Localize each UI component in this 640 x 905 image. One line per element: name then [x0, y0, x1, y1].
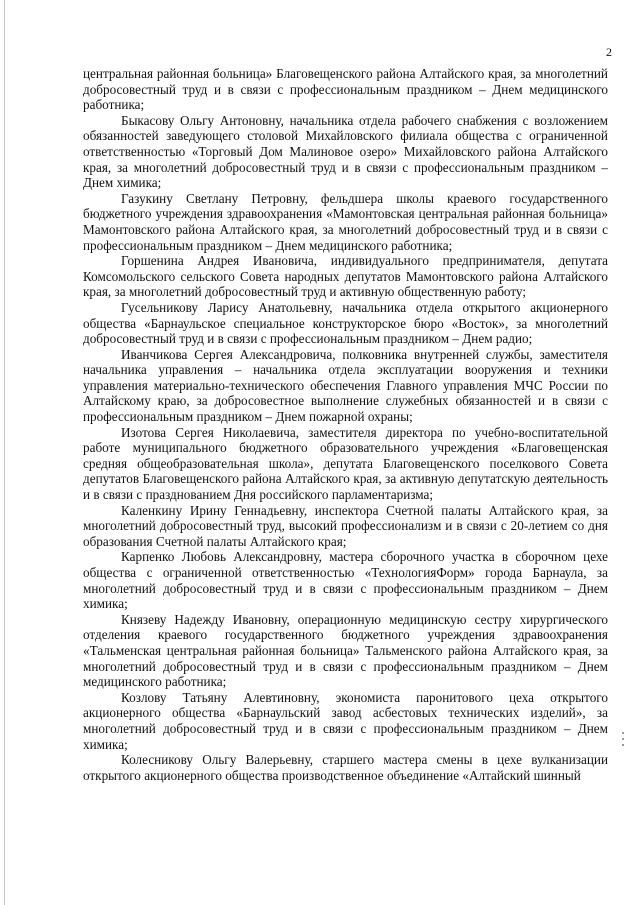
scan-dot — [622, 738, 624, 740]
scan-dot — [622, 744, 624, 746]
paragraph-kalenkina: Каленкину Ирину Геннадьевну, инспектора Счетной палаты Алтайского края, за многолетний добросовестный труд, высокий профессионализм и в связи с 20-летием со дня образования Счетной палаты Алтайского края; — [83, 502, 608, 549]
paragraph-gorshenin: Горшенина Андрея Ивановича, индивидуального предпринимателя, депутата Комсомольского сельского Совета народных депутатов Мамонтовского района Алтайского края, за многолетний добросовестный труд и активную общественную работу; — [83, 253, 608, 300]
paragraph-continuation: центральная районная больница» Благовещенского района Алтайского края, за многолетний добросовестный труд и в связи с профессиональным праздником – Днем медицинского работника; — [83, 66, 608, 113]
paragraph-guselnikova: Гусельникову Ларису Анатольевну, начальника отдела открытого акционерного общества «Барнаульское специальное конструкторское бюро «Восток», за многолетний добросовестный труд и в связи с профессиональным праздником – Днем радио; — [83, 299, 608, 347]
paragraph-ivanchikov: Иванчикова Сергея Александровича, полковника внутренней службы, заместителя начальника управления – начальника отдела эксплуатации вооружения и техники управления материально-технического обеспечения Главного управления МЧС России по Алтайскому краю, за добросовестное выполнение служебных обязанностей и в связи с профессиональным праздником – Днем пожарной охраны; — [83, 346, 608, 425]
document-body — [83, 66, 608, 783]
paragraph-izotov: Изотова Сергея Николаевича, заместителя директора по учебно-воспитательной работе муниципального бюджетного образовательного учреждения «Благовещенская средняя общеобразовательная школа», депутата Благовещенского поселкового Совета депутатов Благовещенского района Алтайского края, за активную депутатскую деятельность и в связи с празднованием Дня российского парламентаризма; — [83, 424, 608, 503]
paragraph-gazukina: Газукину Светлану Петровну, фельдшера школы краевого государственного бюджетного учреждения здравоохранения «Мамонтовская центральная районная больница» Мамонтовского района Алтайского края, за многолетний добросовестный труд и в связи с профессиональным праздником – Днем медицинского работника; — [83, 190, 608, 253]
paragraph-bykasova: Быкасову Ольгу Антоновну, начальника отдела рабочего снабжения с возложением обязанностей заведующего столовой Михайловского филиала общества с ограниченной ответственностью «Торговый Дом Малиновое озеро» Михайловского района Алтайского края, за многолетний добросовестный труд и в связи с профессиональным праздником – Днем химика; — [83, 112, 608, 191]
scan-artifact-dots — [622, 732, 625, 752]
paragraph-karpenko: Карпенко Любовь Александровну, мастера сборочного участка в сборочном цехе общества с ограниченной ответственностью «ТехнологияФорм» города Барнаула, за многолетний добросовестный труд и в связи с профессиональным праздником – Днем химика; — [83, 549, 608, 612]
paragraph-kozlova: Козлову Татьяну Алевтиновну, экономиста паронитового цеха открытого акционерного общества «Барнаульский завод асбестовых технических изделий», за многолетний добросовестный труд и в связи с профессиональным праздником – Днем химика; — [83, 689, 608, 752]
page-number: 2 — [606, 45, 612, 59]
scan-dot — [622, 732, 624, 734]
scan-edge-line — [4, 0, 5, 905]
paragraph-knyazeva: Князеву Надежду Ивановну, операционную медицинскую сестру хирургического отделения краевого государственного бюджетного учреждения здравоохранения «Тальменская центральная районная больница» Тальменского района Алтайского края, за многолетний добросовестный труд и в связи с профессиональным праздником – Днем медицинского работника; — [83, 611, 608, 690]
paragraph-kolesnikova: Колесникову Ольгу Валерьевну, старшего мастера смены в цехе вулканизации открытого акционерного общества производственное объединение «Алтайский шинный — [83, 752, 608, 783]
